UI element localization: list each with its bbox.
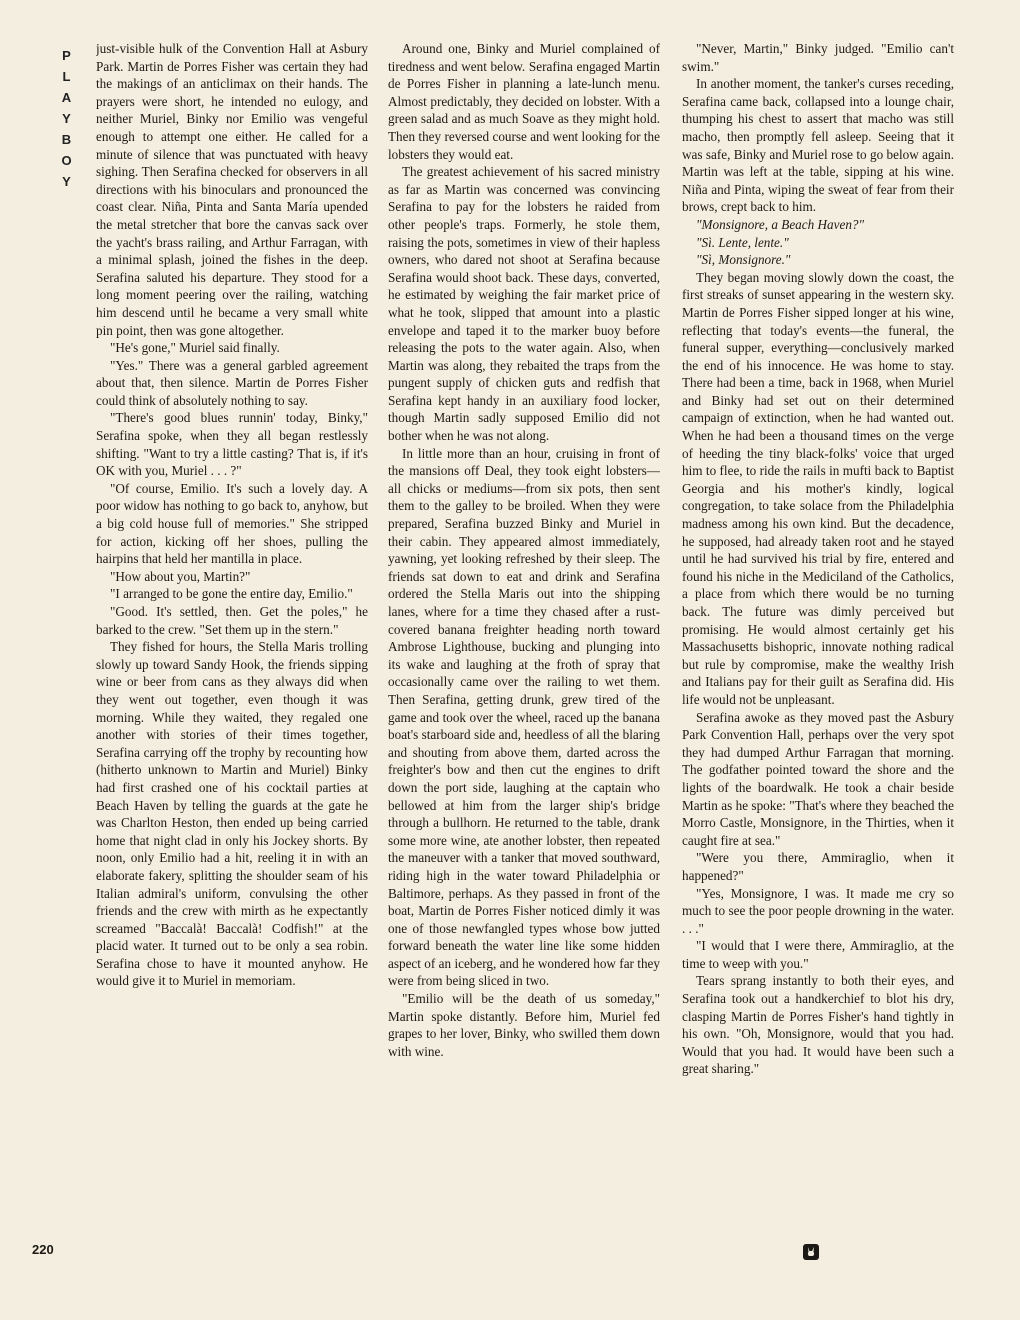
paragraph: "Emilio will be the death of us someday," Martin spoke distantly. Before him, Muriel fed grapes to her lover, Binky, who swilled them down with wine.	[388, 991, 660, 1059]
paragraph: They began moving slowly down the coast, the first streaks of sunset appearing in the western sky. Martin de Porres Fisher sipped longer at his wine, reflecting that today's events—the funeral, the funeral supper, everything—conclusively marked the end of his innocence. He was home to stay. There had been a time, back in 1968, when Muriel and Binky had set out on their determined campaign of extinction, when he had wanted out. When he had been a thousand times on the verge of heeding the tiny black-folks' voice that urged him to flee, to ride the rails in mufti back to Baptist Georgia and his mother's kindly, logical congregation, to take solace from the Philadelphia madness among his own kind. But the decadence, he supposed, had already taken root and he stayed until he had survived his trial by fire, entered and found his niche in the Mediciland of the Catholics, a place from which there would be no turning back. The future was dimly perceived but promising. He would almost certainly get his Massachusetts bishopric, innovate nothing radical but rule by compromise, make the wealthy Irish and Italians pay for their guilt as Serafina did. His life would not be unpleasant.	[682, 269, 954, 707]
paragraph: "Yes, Monsignore, I was. It made me cry so much to see the poor people drowning in the water. . . ."	[682, 885, 954, 936]
paragraph: "Were you there, Ammiraglio, when it happened?"	[682, 850, 954, 883]
masthead-playboy: PLAYBOY	[59, 48, 74, 195]
paragraph: "How about you, Martin?"	[110, 568, 251, 584]
paragraph: They fished for hours, the Stella Maris trolling slowly up toward Sandy Hook, the friends sipping wine or beer from cans as they always did when they went out together, even though it was morning. While they waited, they regaled one another with stories of their times together, Serafina carrying off the trophy by recounting how (hitherto unknown to Martin and Muriel) Binky had first crashed one of his cocktail parties at Beach Haven by telling the guards at the gate he was Charlton Heston, then ended up being carried home that night clad in only his Jockey shorts. By noon, only Emilio had a hit, reeling it in with an elaborate fakery, splitting the shoulder seam of his Italian admiral's uniform, convulsing the other friends and the crew with mirth as he expectantly screamed "Baccalà! Baccalà! Codfish!" at the placid water. It turned out to be only a sea robin. Serafina chose to have it mounted anyhow. He would give it to Muriel in memoriam.	[96, 639, 368, 989]
page-number: 220	[32, 1242, 54, 1257]
paragraph: "Never, Martin," Binky judged. "Emilio can't swim."	[682, 41, 954, 74]
paragraph: "I would that I were there, Ammiraglio, at the time to weep with you."	[682, 938, 954, 971]
paragraph: "Yes." There was a general garbled agreement about that, then silence. Martin de Porres Fisher could think of absolutely nothing to say.	[96, 357, 368, 408]
paragraph: "He's gone," Muriel said finally.	[110, 340, 280, 356]
paragraph: "Monsignore, a Beach Haven?"	[696, 216, 865, 232]
text-column-1	[96, 40, 368, 1250]
text-column-2	[388, 40, 660, 1250]
rabbit-head-endmark-icon	[803, 1244, 819, 1260]
paragraph: In another moment, the tanker's curses receding, Serafina came back, collapsed into a lounge chair, thumping his chest to assert that macho was still macho, then promptly fell asleep. Seeing that it was safe, Binky and Muriel rose to go below again. Martin was left at the table, sipping at his wine. Niña and Pinta, wiping the sweat of fear from their brows, crept back to him.	[682, 76, 954, 215]
paragraph: "Good. It's settled, then. Get the poles," he barked to the crew. "Set them up in the stern."	[96, 604, 368, 637]
paragraph: "Sì, Monsignore."	[696, 252, 791, 268]
paragraph: In little more than an hour, cruising in front of the mansions off Deal, they took eight lobsters—all chicks or mediums—from six pots, then sent them to the galley to be broiled. When they were prepared, Serafina buzzed Binky and Muriel in their cabin. They appeared almost immediately, yawning, yet looking refreshed by their sleep. The friends sat down to eat and drink and Serafina ordered the Stella Maris out into the shipping lanes, where for a time they chased after a rust-covered banana freighter heading north toward Ambrose Lighthouse, bucking and plunging into its wake and laughing at the froth of spray that occasionally came over the railing to wet them. Then Serafina, getting drunk, grew tired of the game and took over the wheel, raced up the banana boat's starboard side and, heedless of all the blaring and shouting from above them, darted across the freighter's bow and then cut the engines to drift down the port side, laughing at the captain who bellowed at him from the larger ship's bridge through a bullhorn. He returned to the table, drank some more wine, ate another lobster, then repeated the maneuver with a tanker that moved southward, riding high in the water toward Philadelphia or Baltimore, perhaps. As they passed in front of the boat, Martin de Porres Fisher noticed dimly it was one of those newfangled types whose bow jutted forward beneath the water line like some hidden aspect of an iceberg, and he wondered how far they were from being sliced in two.	[388, 445, 660, 989]
paragraph: Tears sprang instantly to both their eyes, and Serafina took out a handkerchief to blot his dry, clasping Martin de Porres Fisher's hand tightly in his own. "Oh, Monsignore, would that you had. Would that you had. It would have been such a great sharing."	[682, 973, 954, 1077]
paragraph: "Of course, Emilio. It's such a lovely day. A poor widow has nothing to go back to, anyhow, but a big cold house full of memories." She stripped for action, kicking off her shoes, pulling the hairpins that held her mantilla in place.	[96, 480, 368, 567]
paragraph: Around one, Binky and Muriel complained of tiredness and went below. Serafina engaged Martin de Porres Fisher in planning a late-lunch menu. Almost predictably, they decided on lobster. With a green salad and as much Soave as they might hold. Then they reversed course and went looking for the lobsters they would eat.	[388, 41, 660, 162]
paragraph: "Sì. Lente, lente."	[696, 234, 789, 250]
paragraph: "I arranged to be gone the entire day, Emilio."	[110, 586, 353, 602]
text-column-3	[682, 40, 954, 1250]
paragraph: The greatest achievement of his sacred ministry as far as Martin was concerned was convincing Serafina to pay for the lobsters he raided from other people's traps. Formerly, he stole them, raising the pots, sometimes in view of their hapless owners, who dared not shoot at Serafina because Serafina would shoot back. These days, converted, he estimated by weighing the fair market price of what he took, slipped that amount into a plastic envelope and taped it to the marker buoy before releasing the pots to the water again. Also, when Martin was along, they rebaited the traps from the pungent supply of chicken guts and redfish that Serafina kept handy in an auxiliary food locker, though Martin sadly supposed Emilio did not bother when he was not along.	[388, 164, 660, 444]
paragraph: Serafina awoke as they moved past the Asbury Park Convention Hall, perhaps over the very spot they had dumped Arthur Farragan that morning. The godfather pointed toward the shore and the lights of the boardwalk. He took a chair beside Martin as he spoke: "That's where they beached the Morro Castle, Monsignore, in the Thirties, when it caught fire at sea."	[682, 709, 954, 848]
paragraph: "There's good blues runnin' today, Binky," Serafina spoke, when they all began restlessly shifting. "Want to try a little casting? That is, if it's OK with you, Muriel . . . ?"	[96, 410, 368, 479]
paragraph: just-visible hulk of the Convention Hall at Asbury Park. Martin de Porres Fisher was certain they had the makings of an anticlimax on their hands. The prayers were short, he intended no eulogy, and neither Muriel, Binky nor Emilio was vengeful enough to attempt one either. He called for a minute of silence that was punctuated with heavy sighing. Then Serafina checked for observers in all directions with his binoculars and pronounced the coast clear. Niña, Pinta and Santa María upended the metal stretcher that bore the canvas sack over the yacht's brass railing, and Arthur Farragan, with a minimal splash, joined the fishes in the deep. Serafina saluted his departure. They stood for a long moment peering over the railing, watching him descend until he became a very small white pin point, then was gone altogether.	[96, 41, 368, 338]
